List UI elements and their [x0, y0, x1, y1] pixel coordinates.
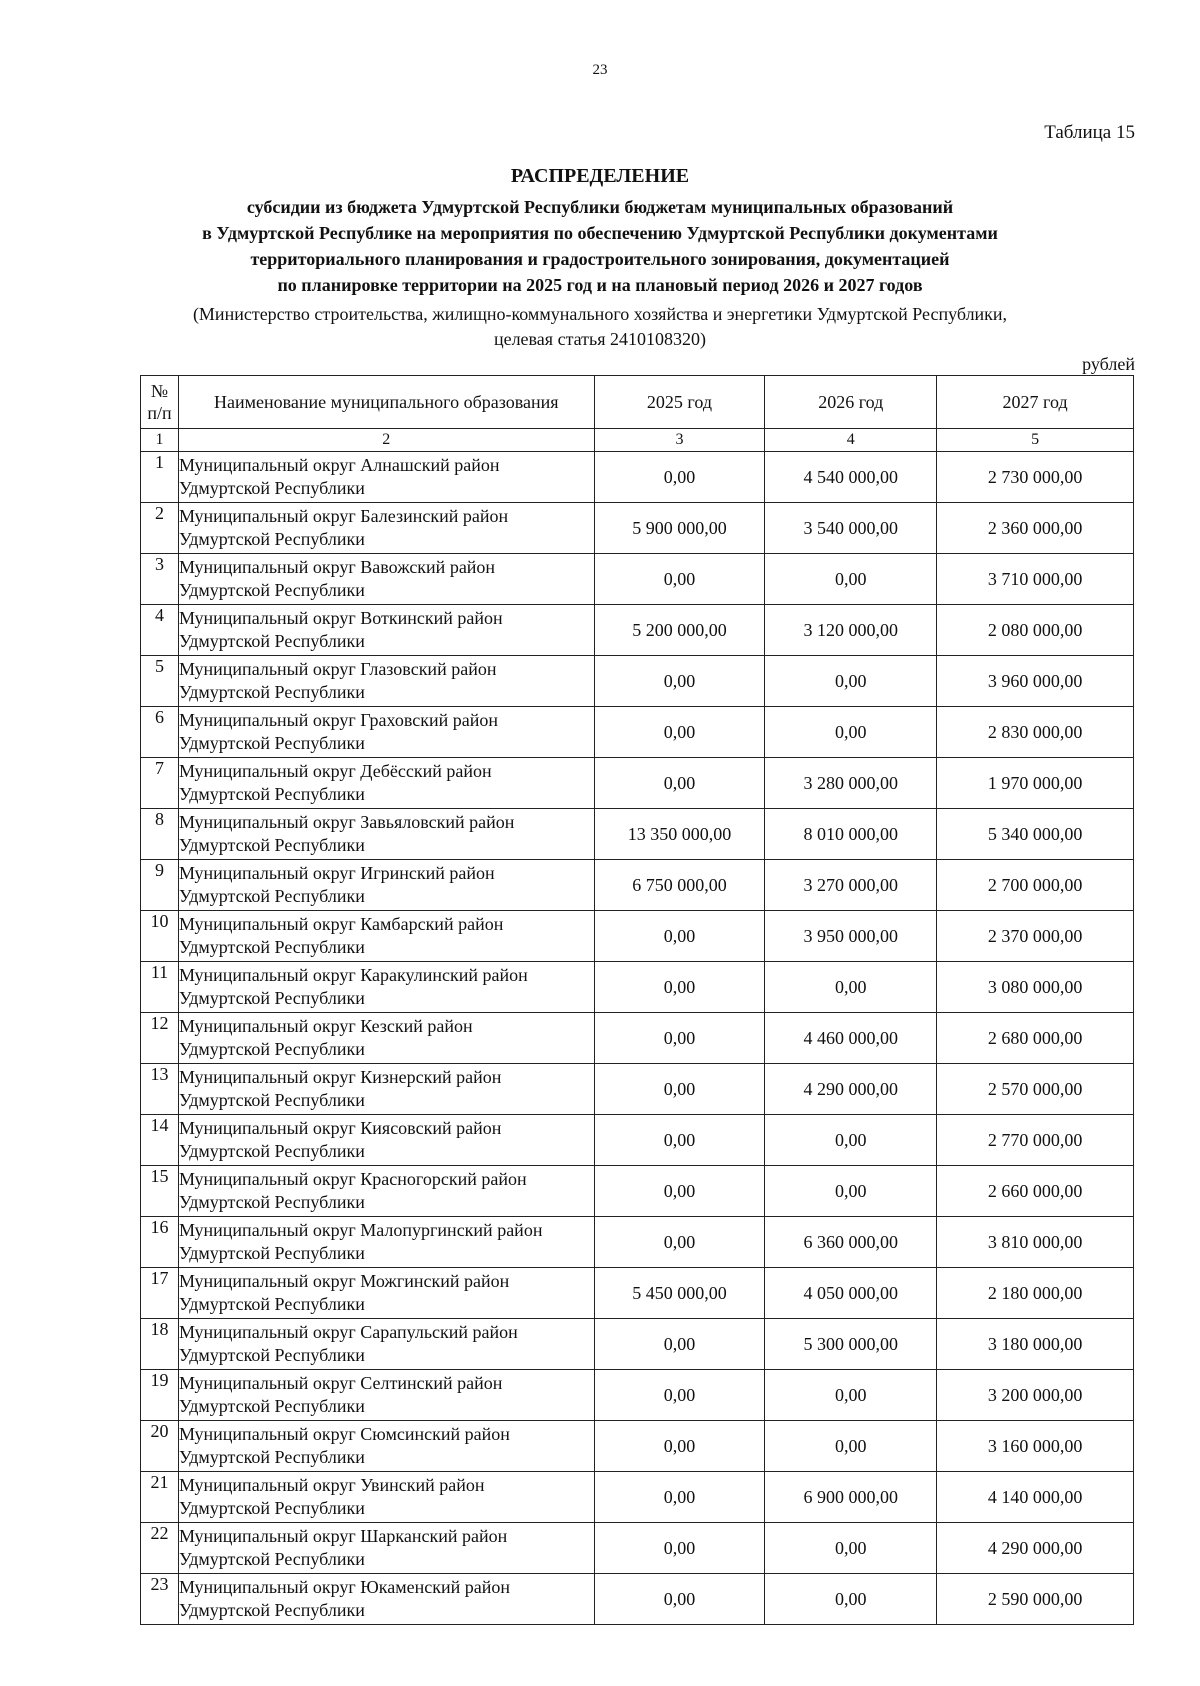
amount-2025: 0,00	[594, 656, 765, 707]
amount-2027: 2 680 000,00	[937, 1013, 1134, 1064]
units-label: рублей	[1082, 354, 1135, 374]
table-row	[141, 1115, 1134, 1166]
column-number: 1	[141, 429, 179, 452]
amount-2027: 5 340 000,00	[937, 809, 1134, 860]
municipality-name-line2: Удмуртской Республики	[178, 1447, 365, 1467]
municipality-name-line1: Муниципальный округ Юкаменский район	[178, 1577, 511, 1597]
municipality-name	[178, 758, 594, 809]
amount-2025: 0,00	[594, 452, 765, 503]
amount-2027: 2 360 000,00	[937, 503, 1134, 554]
table-row	[141, 1319, 1134, 1370]
row-number: 2	[141, 503, 179, 554]
amount-2027: 4 290 000,00	[937, 1523, 1134, 1574]
amount-2027: 3 710 000,00	[937, 554, 1134, 605]
column-number-row	[141, 429, 1134, 452]
municipality-name-line1: Муниципальный округ Вавожский район	[178, 557, 496, 577]
row-number: 7	[141, 758, 179, 809]
amount-2027: 2 570 000,00	[937, 1064, 1134, 1115]
amount-2026: 0,00	[765, 1166, 937, 1217]
municipality-name	[178, 656, 594, 707]
municipality-name-line1: Муниципальный округ Кезский район	[178, 1016, 473, 1036]
amount-2025: 5 450 000,00	[594, 1268, 765, 1319]
row-number: 20	[141, 1421, 179, 1472]
table-row	[141, 911, 1134, 962]
table-row	[141, 605, 1134, 656]
amount-2027: 2 730 000,00	[937, 452, 1134, 503]
subtitle-line: территориального планирования и градостроительного зонирования, документацией	[250, 249, 950, 269]
amount-2027: 2 700 000,00	[937, 860, 1134, 911]
amount-2026: 3 950 000,00	[765, 911, 937, 962]
amount-2025: 0,00	[594, 911, 765, 962]
municipality-name-line2: Удмуртской Республики	[178, 631, 365, 651]
table-body	[141, 452, 1134, 1625]
amount-2026: 0,00	[765, 962, 937, 1013]
amount-2025: 0,00	[594, 1574, 765, 1625]
municipality-name-line2: Удмуртской Республики	[178, 529, 365, 549]
municipality-name	[178, 1523, 594, 1574]
amount-2025: 0,00	[594, 1472, 765, 1523]
row-number: 8	[141, 809, 179, 860]
table-label: Таблица 15	[1044, 122, 1135, 143]
municipality-name	[178, 860, 594, 911]
table-row	[141, 1217, 1134, 1268]
municipality-name	[178, 503, 594, 554]
amount-2026: 3 120 000,00	[765, 605, 937, 656]
municipality-name-line1: Муниципальный округ Увинский район	[178, 1475, 485, 1495]
municipality-name	[178, 1115, 594, 1166]
amount-2026: 6 900 000,00	[765, 1472, 937, 1523]
row-number: 9	[141, 860, 179, 911]
municipality-name	[178, 707, 594, 758]
municipality-name-line1: Муниципальный округ Игринский район	[178, 863, 495, 883]
amount-2025: 5 200 000,00	[594, 605, 765, 656]
table-row	[141, 503, 1134, 554]
header-num-line2: п/п	[147, 403, 172, 423]
municipality-name	[178, 1421, 594, 1472]
header-2026: 2026 год	[765, 376, 937, 429]
municipality-name-line2: Удмуртской Республики	[178, 1549, 365, 1569]
amount-2026: 0,00	[765, 1421, 937, 1472]
municipality-name-line2: Удмуртской Республики	[178, 835, 365, 855]
amount-2026: 4 290 000,00	[765, 1064, 937, 1115]
amount-2026: 3 270 000,00	[765, 860, 937, 911]
municipality-name	[178, 1319, 594, 1370]
amount-2027: 2 080 000,00	[937, 605, 1134, 656]
municipality-name	[178, 1574, 594, 1625]
column-number: 3	[594, 429, 765, 452]
municipality-name-line2: Удмуртской Республики	[178, 1396, 365, 1416]
table-row	[141, 1421, 1134, 1472]
amount-2025: 0,00	[594, 707, 765, 758]
municipality-name-line2: Удмуртской Республики	[178, 886, 365, 906]
municipality-name-line1: Муниципальный округ Граховский район	[178, 710, 499, 730]
subtitle-line: в Удмуртской Республике на мероприятия по обеспечению Удмуртской Республики документами	[202, 223, 998, 243]
table-row	[141, 1166, 1134, 1217]
municipality-name	[178, 605, 594, 656]
municipality-name-line1: Муниципальный округ Малопургинский район	[178, 1220, 543, 1240]
municipality-name	[178, 1013, 594, 1064]
row-number: 16	[141, 1217, 179, 1268]
amount-2025: 0,00	[594, 554, 765, 605]
amount-2026: 0,00	[765, 1574, 937, 1625]
municipality-name-line1: Муниципальный округ Дебёсский район	[178, 761, 492, 781]
row-number: 22	[141, 1523, 179, 1574]
amount-2025: 0,00	[594, 1013, 765, 1064]
row-number: 3	[141, 554, 179, 605]
municipality-name-line1: Муниципальный округ Глазовский район	[178, 659, 497, 679]
amount-2027: 2 770 000,00	[937, 1115, 1134, 1166]
amount-2025: 0,00	[594, 1421, 765, 1472]
amount-2025: 0,00	[594, 1064, 765, 1115]
amount-2025: 0,00	[594, 962, 765, 1013]
municipality-name-line1: Муниципальный округ Кизнерский район	[178, 1067, 502, 1087]
amount-2025: 13 350 000,00	[594, 809, 765, 860]
row-number: 18	[141, 1319, 179, 1370]
amount-2025: 5 900 000,00	[594, 503, 765, 554]
ministry-note	[100, 302, 1100, 352]
amount-2027: 4 140 000,00	[937, 1472, 1134, 1523]
municipality-name-line1: Муниципальный округ Камбарский район	[178, 914, 504, 934]
amount-2027: 3 200 000,00	[937, 1370, 1134, 1421]
row-number: 11	[141, 962, 179, 1013]
amount-2027: 3 080 000,00	[937, 962, 1134, 1013]
table-row	[141, 1574, 1134, 1625]
municipality-name-line2: Удмуртской Республики	[178, 682, 365, 702]
amount-2026: 3 540 000,00	[765, 503, 937, 554]
amount-2025: 0,00	[594, 1115, 765, 1166]
amount-2025: 6 750 000,00	[594, 860, 765, 911]
amount-2026: 0,00	[765, 656, 937, 707]
amount-2026: 8 010 000,00	[765, 809, 937, 860]
amount-2027: 2 370 000,00	[937, 911, 1134, 962]
municipality-name	[178, 911, 594, 962]
municipality-name-line2: Удмуртской Республики	[178, 988, 365, 1008]
amount-2025: 0,00	[594, 1370, 765, 1421]
amount-2027: 2 180 000,00	[937, 1268, 1134, 1319]
table-row	[141, 1370, 1134, 1421]
row-number: 4	[141, 605, 179, 656]
page-number: 23	[592, 62, 608, 78]
municipality-name-line2: Удмуртской Республики	[178, 478, 365, 498]
table-row	[141, 707, 1134, 758]
municipality-name-line2: Удмуртской Республики	[178, 937, 365, 957]
table-row	[141, 1268, 1134, 1319]
amount-2027: 2 660 000,00	[937, 1166, 1134, 1217]
column-number: 4	[765, 429, 937, 452]
municipality-name-line1: Муниципальный округ Красногорский район	[178, 1169, 527, 1189]
municipality-name-line2: Удмуртской Республики	[178, 1345, 365, 1365]
municipality-name-line1: Муниципальный округ Воткинский район	[178, 608, 503, 628]
header-name: Наименование муниципального образования	[178, 376, 594, 429]
municipality-name-line2: Удмуртской Республики	[178, 733, 365, 753]
amount-2027: 3 180 000,00	[937, 1319, 1134, 1370]
amount-2027: 3 960 000,00	[937, 656, 1134, 707]
municipality-name-line1: Муниципальный округ Киясовский район	[178, 1118, 502, 1138]
table-header-row	[141, 376, 1134, 429]
row-number: 17	[141, 1268, 179, 1319]
ministry-line: (Министерство строительства, жилищно-коммунального хозяйства и энергетики Удмуртской Республики,	[192, 304, 1008, 324]
municipality-name-line2: Удмуртской Республики	[178, 1243, 365, 1263]
amount-2027: 3 160 000,00	[937, 1421, 1134, 1472]
municipality-name	[178, 1217, 594, 1268]
document-subtitle	[150, 194, 1050, 298]
municipality-name	[178, 1166, 594, 1217]
municipality-name-line1: Муниципальный округ Шарканский район	[178, 1526, 508, 1546]
row-number: 12	[141, 1013, 179, 1064]
document-title: РАСПРЕДЕЛЕНИЕ	[510, 165, 690, 187]
amount-2027: 2 590 000,00	[937, 1574, 1134, 1625]
row-number: 6	[141, 707, 179, 758]
municipality-name-line2: Удмуртской Республики	[178, 1039, 365, 1059]
municipality-name	[178, 1064, 594, 1115]
row-number: 5	[141, 656, 179, 707]
row-number: 14	[141, 1115, 179, 1166]
amount-2025: 0,00	[594, 1217, 765, 1268]
amount-2025: 0,00	[594, 758, 765, 809]
municipality-name-line1: Муниципальный округ Алнашский район	[178, 455, 500, 475]
row-number: 1	[141, 452, 179, 503]
table-row	[141, 656, 1134, 707]
amount-2026: 0,00	[765, 707, 937, 758]
amount-2026: 0,00	[765, 1370, 937, 1421]
column-number: 2	[178, 429, 594, 452]
municipality-name-line2: Удмуртской Республики	[178, 1294, 365, 1314]
municipality-name-line1: Муниципальный округ Сарапульский район	[178, 1322, 518, 1342]
municipality-name-line2: Удмуртской Республики	[178, 784, 365, 804]
amount-2026: 3 280 000,00	[765, 758, 937, 809]
ministry-line: целевая статья 2410108320)	[493, 329, 707, 349]
amount-2026: 4 460 000,00	[765, 1013, 937, 1064]
municipality-name-line2: Удмуртской Республики	[178, 580, 365, 600]
table-row	[141, 1472, 1134, 1523]
municipality-name	[178, 1268, 594, 1319]
amount-2027: 2 830 000,00	[937, 707, 1134, 758]
header-2027: 2027 год	[937, 376, 1134, 429]
row-number: 15	[141, 1166, 179, 1217]
municipality-name-line2: Удмуртской Республики	[178, 1498, 365, 1518]
municipality-name-line2: Удмуртской Республики	[178, 1600, 365, 1620]
amount-2026: 4 050 000,00	[765, 1268, 937, 1319]
table-row	[141, 758, 1134, 809]
amount-2026: 5 300 000,00	[765, 1319, 937, 1370]
municipality-name	[178, 809, 594, 860]
amount-2026: 0,00	[765, 1115, 937, 1166]
header-2025: 2025 год	[594, 376, 765, 429]
municipality-name	[178, 554, 594, 605]
municipality-name-line1: Муниципальный округ Селтинский район	[178, 1373, 503, 1393]
amount-2026: 4 540 000,00	[765, 452, 937, 503]
distribution-table	[140, 375, 1134, 1625]
table-row	[141, 1064, 1134, 1115]
table-row	[141, 809, 1134, 860]
amount-2027: 1 970 000,00	[937, 758, 1134, 809]
municipality-name	[178, 452, 594, 503]
table-row	[141, 962, 1134, 1013]
municipality-name-line1: Муниципальный округ Балезинский район	[178, 506, 509, 526]
amount-2026: 6 360 000,00	[765, 1217, 937, 1268]
amount-2026: 0,00	[765, 1523, 937, 1574]
row-number: 21	[141, 1472, 179, 1523]
table-row	[141, 1523, 1134, 1574]
municipality-name-line1: Муниципальный округ Завьяловский район	[178, 812, 515, 832]
row-number: 23	[141, 1574, 179, 1625]
header-num	[141, 376, 179, 429]
municipality-name	[178, 962, 594, 1013]
municipality-name	[178, 1370, 594, 1421]
column-number: 5	[937, 429, 1134, 452]
amount-2027: 3 810 000,00	[937, 1217, 1134, 1268]
amount-2025: 0,00	[594, 1166, 765, 1217]
table-row	[141, 860, 1134, 911]
amount-2026: 0,00	[765, 554, 937, 605]
municipality-name-line2: Удмуртской Республики	[178, 1090, 365, 1110]
subtitle-line: субсидии из бюджета Удмуртской Республики бюджетам муниципальных образований	[246, 197, 954, 217]
amount-2025: 0,00	[594, 1319, 765, 1370]
table-row	[141, 452, 1134, 503]
table-row	[141, 1013, 1134, 1064]
municipality-name	[178, 1472, 594, 1523]
municipality-name-line1: Муниципальный округ Сюмсинский район	[178, 1424, 510, 1444]
municipality-name-line2: Удмуртской Республики	[178, 1192, 365, 1212]
municipality-name-line1: Муниципальный округ Каракулинский район	[178, 965, 528, 985]
row-number: 10	[141, 911, 179, 962]
row-number: 13	[141, 1064, 179, 1115]
municipality-name-line2: Удмуртской Республики	[178, 1141, 365, 1161]
header-num-line1: №	[150, 381, 169, 401]
municipality-name-line1: Муниципальный округ Можгинский район	[178, 1271, 510, 1291]
row-number: 19	[141, 1370, 179, 1421]
table-row	[141, 554, 1134, 605]
subtitle-line: по планировке территории на 2025 год и на плановый период 2026 и 2027 годов	[277, 275, 923, 295]
amount-2025: 0,00	[594, 1523, 765, 1574]
